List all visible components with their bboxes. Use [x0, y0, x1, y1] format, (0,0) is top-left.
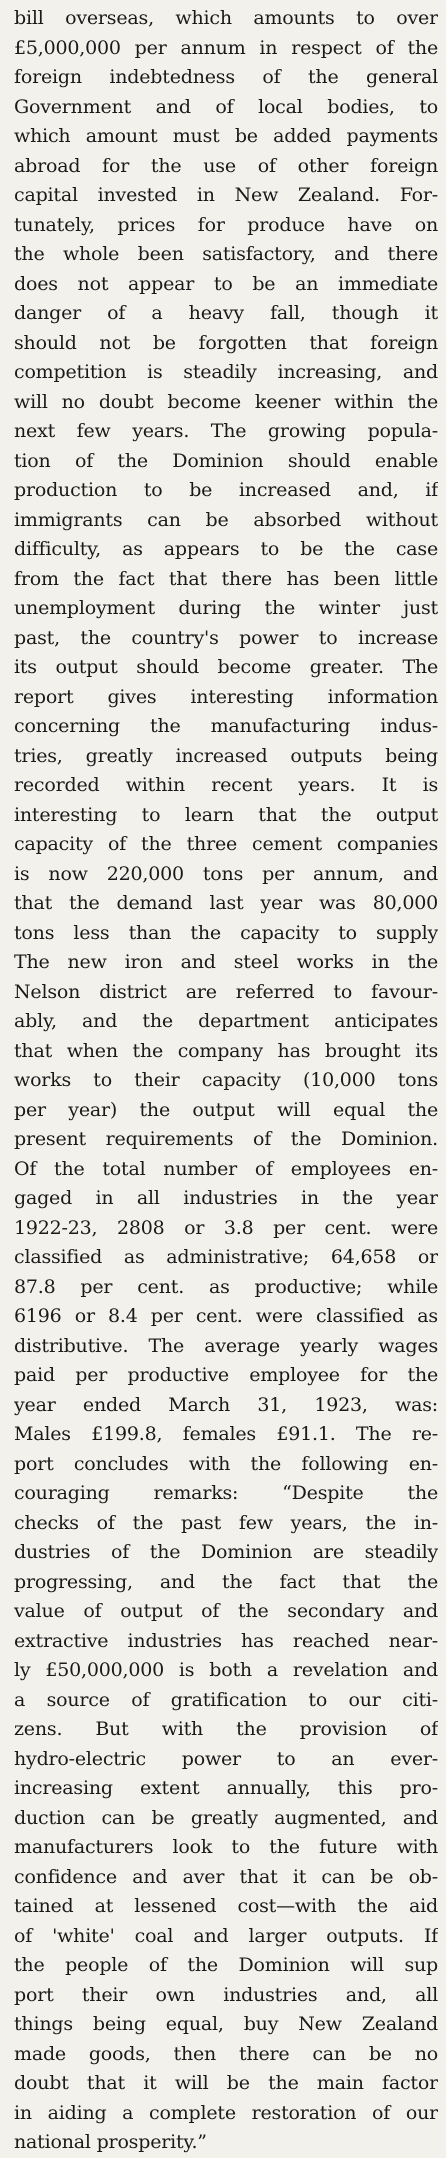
article-text-line: ably, and the department anticipates [14, 1010, 438, 1032]
article-text-line: foreign indebtedness of the general [14, 66, 438, 88]
article-text-line: interesting to learn that the output [14, 803, 438, 826]
article-text-line: port concludes with the following en- [14, 1452, 438, 1475]
article-text-line: tries, greatly increased outputs being [14, 744, 438, 767]
article-text-line: couraging remarks: “Despite the [14, 1482, 438, 1504]
article-text-line: zens. But with the provision of [14, 1718, 438, 1740]
article-text-line: tion of the Dominion should enable [14, 449, 438, 472]
article-text-line: Nelson district are referred to favour- [14, 980, 438, 1003]
article-text-line: The new iron and steel works in the [14, 951, 438, 973]
article-text-line: progressing, and the fact that the [14, 1570, 438, 1593]
article-text-line: its output should become greater. The [14, 656, 438, 678]
article-text-line: national prosperity.” [14, 2131, 207, 2153]
article-text-line: port their own industries and, all [14, 1983, 438, 2006]
article-text-line: Males £199.8, females £91.1. The re- [14, 1423, 438, 1445]
article-text-line: will no doubt become keener within the [14, 390, 438, 413]
article-text-line: tunately, prices for produce have on [14, 213, 438, 236]
article-text-line: £5,000,000 per annum in respect of the [14, 36, 438, 59]
article-text-line: concerning the manufacturing indus- [14, 715, 438, 737]
article-text-line: 1922-23, 2808 or 3.8 per cent. were [14, 1216, 438, 1239]
article-text-line: hydro-electric power to an ever- [14, 1747, 438, 1770]
article-text-line: distributive. The average yearly wages [14, 1334, 438, 1357]
article-text-line: year ended March 31, 1923, was: [14, 1393, 438, 1416]
article-text-line: value of output of the secondary and [14, 1600, 438, 1622]
article-text-line: increasing extent annually, this pro- [14, 1777, 438, 1799]
article-text-line: manufacturers look to the future with [14, 1836, 438, 1858]
article-text-line: should not be forgotten that foreign [14, 331, 438, 354]
article-text-line: capital invested in New Zealand. For- [14, 184, 438, 206]
article-text-line: tained at lessened cost—with the aid [14, 1895, 438, 1917]
article-text-line: next few years. The growing popula- [14, 420, 438, 442]
article-text-line: doubt that it will be the main factor [14, 2072, 438, 2094]
article-text-line: per year) the output will equal the [14, 1098, 438, 1121]
article-text-line: abroad for the use of other foreign [14, 154, 438, 177]
article-text-line: difficulty, as appears to be the case [14, 538, 438, 560]
article-text-line: is now 220,000 tons per annum, and [14, 862, 438, 885]
article-text-line: the whole been satisfactory, and there [14, 243, 438, 265]
article-text-line: competition is steadily increasing, and [14, 361, 438, 383]
article-text-line: things being equal, buy New Zealand [14, 2013, 438, 2035]
article-text-line: a source of gratification to our citi- [14, 1688, 438, 1711]
article-text-line: present requirements of the Dominion. [14, 1128, 438, 1150]
article-text-line: unemployment during the winter just [14, 597, 438, 619]
article-text-line: in aiding a complete restoration of our [14, 2101, 438, 2124]
article-text-line: that the demand last year was 80,000 [14, 892, 438, 914]
article-text-line: Of the total number of employees en- [14, 1157, 438, 1180]
article-text-line: confidence and aver that it can be ob- [14, 1865, 438, 1888]
article-text-line: extractive industries has reached near- [14, 1629, 438, 1652]
article-text-line: which amount must be added payments [14, 125, 438, 147]
article-text-line: paid per productive employee for the [14, 1364, 438, 1386]
article-text-line: 87.8 per cent. as productive; while [14, 1275, 438, 1298]
article-text-line: capacity of the three cement companies [14, 833, 438, 855]
article-text-line: that when the company has brought its [14, 1039, 438, 1062]
article-text-line: ly £50,000,000 is both a revelation and [14, 1659, 438, 1681]
article-text-line: of 'white' coal and larger outputs. If [14, 1924, 438, 1947]
article-text-line: danger of a heavy fall, though it [14, 302, 438, 324]
article-text-line: bill overseas, which amounts to over [14, 7, 438, 29]
article-text-line: tons less than the capacity to supply [14, 921, 438, 944]
article-text-line: works to their capacity (10,000 tons [14, 1069, 438, 1091]
article-text-line: the people of the Dominion will sup [14, 1954, 438, 1976]
article-text-line: does not appear to be an immediate [14, 272, 438, 295]
article-text-line: dustries of the Dominion are steadily [14, 1541, 438, 1563]
article-text-line: past, the country's power to increase [14, 626, 438, 649]
article-text-line: made goods, then there can be no [14, 2042, 438, 2065]
article-text-line: 6196 or 8.4 per cent. were classified as [14, 1305, 438, 1327]
article-text-line: from the fact that there has been little [14, 567, 438, 590]
article-text-line: recorded within recent years. It is [14, 774, 438, 796]
article-text-line: production to be increased and, if [14, 479, 438, 501]
article-text-line: duction can be greatly augmented, and [14, 1806, 438, 1829]
article-text-line: immigrants can be absorbed without [14, 508, 438, 531]
article-text-line: checks of the past few years, the in- [14, 1511, 438, 1534]
article-text-line: classified as administrative; 64,658 or [14, 1246, 438, 1268]
article-text-line: report gives interesting information [14, 685, 438, 708]
article-text-line: gaged in all industries in the year [14, 1187, 438, 1209]
article-text-line: Government and of local bodies, to [14, 95, 438, 118]
